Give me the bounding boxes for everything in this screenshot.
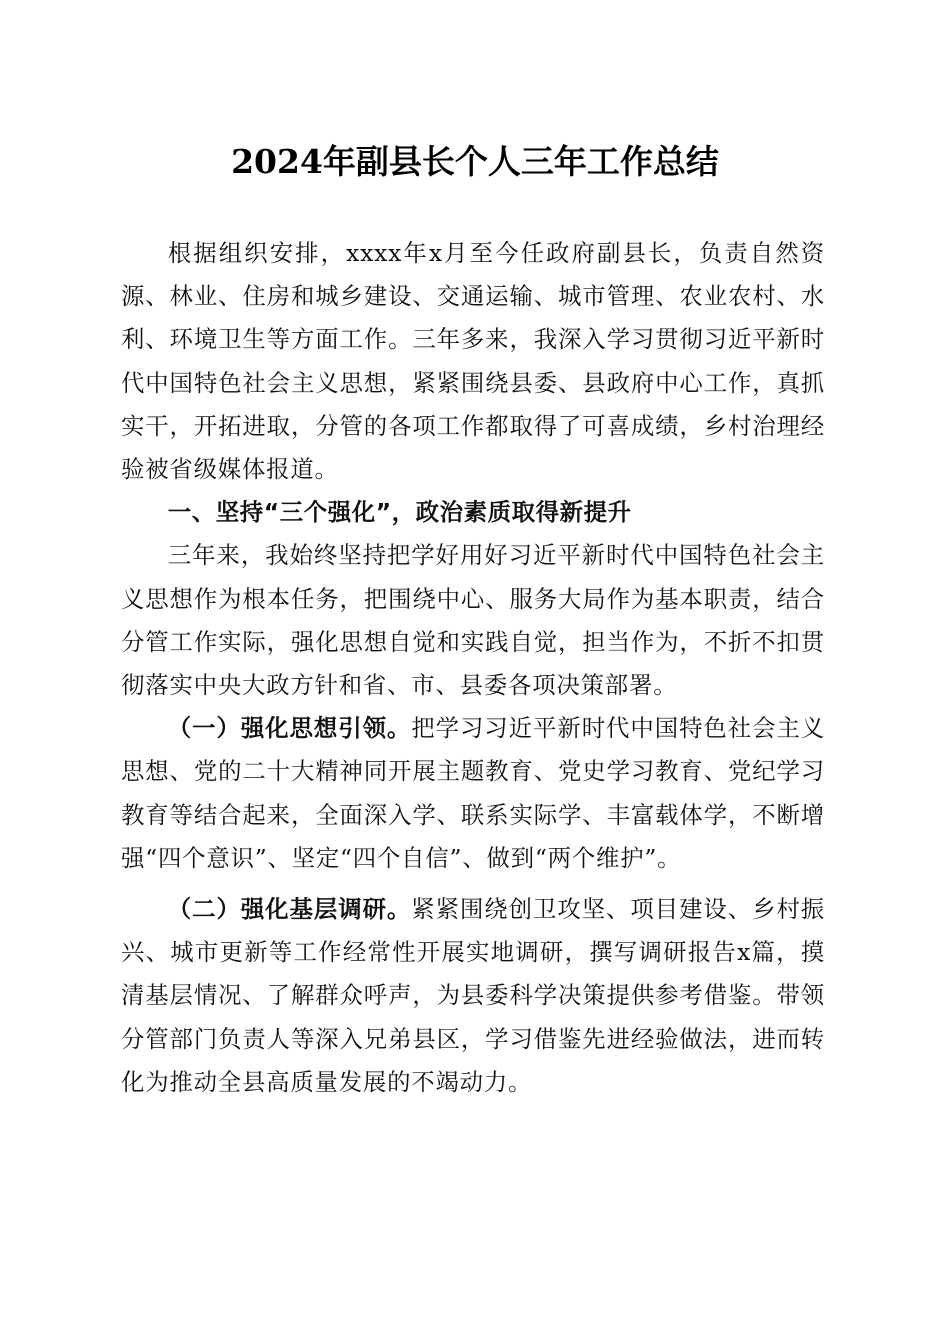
section-1-heading: 一、坚持“三个强化”，政治素质取得新提升 bbox=[167, 498, 632, 527]
item-1-text: 把学习习近平新时代中国特色社会主义思想、党的二十大精神同开展主题教育、党史学习教育、党纪学习教育等结合起来，全面深入学、联系实际学、丰富载体学，不断增强“四个意识”、坚定“四个自信”、做到“两个维护”。 bbox=[121, 714, 825, 872]
intro-paragraph: 根据组织安排，xxxx年x月至今任政府副县长，负责自然资源、林业、住房和城乡建设、交通运输、城市管理、农业农村、水利、环境卫生等方面工作。三年多来，我深入学习贯彻习近平新时代中国特色社会主义思想，紧紧围绕县委、县政府中心工作，真抓实干，开拓进取，分管的各项工作都取得了可喜成绩，乡村治理经验被省级媒体报道。 bbox=[121, 239, 825, 484]
item-1-label: （一）强化思想引领。 bbox=[167, 714, 412, 743]
document-body bbox=[121, 232, 825, 1104]
item-2-text: 紧紧围绕创卫攻坚、项目建设、乡村振兴、城市更新等工作经常性开展实地调研，撰写调研报告x篇，摸清基层情况、了解群众呼声，为县委科学决策提供参考借鉴。带领分管部门负责人等深入兄弟县区，学习借鉴先进经验做法，进而转化为推动全县高质量发展的不竭动力。 bbox=[121, 895, 825, 1096]
section-1-summary: 三年来，我始终坚持把学好用好习近平新时代中国特色社会主义思想作为根本任务，把围绕中心、服务大局作为基本职责，结合分管工作实际，强化思想自觉和实践自觉，担当作为，不折不扣贯彻落实中央大政方针和省、市、县委各项决策部署。 bbox=[121, 541, 825, 700]
section-1-item-1 bbox=[121, 707, 825, 880]
document-title: 2024年副县长个人三年工作总结 bbox=[231, 142, 719, 181]
item-2-label: （二）强化基层调研。 bbox=[167, 895, 412, 924]
section-1-item-2 bbox=[121, 888, 825, 1104]
